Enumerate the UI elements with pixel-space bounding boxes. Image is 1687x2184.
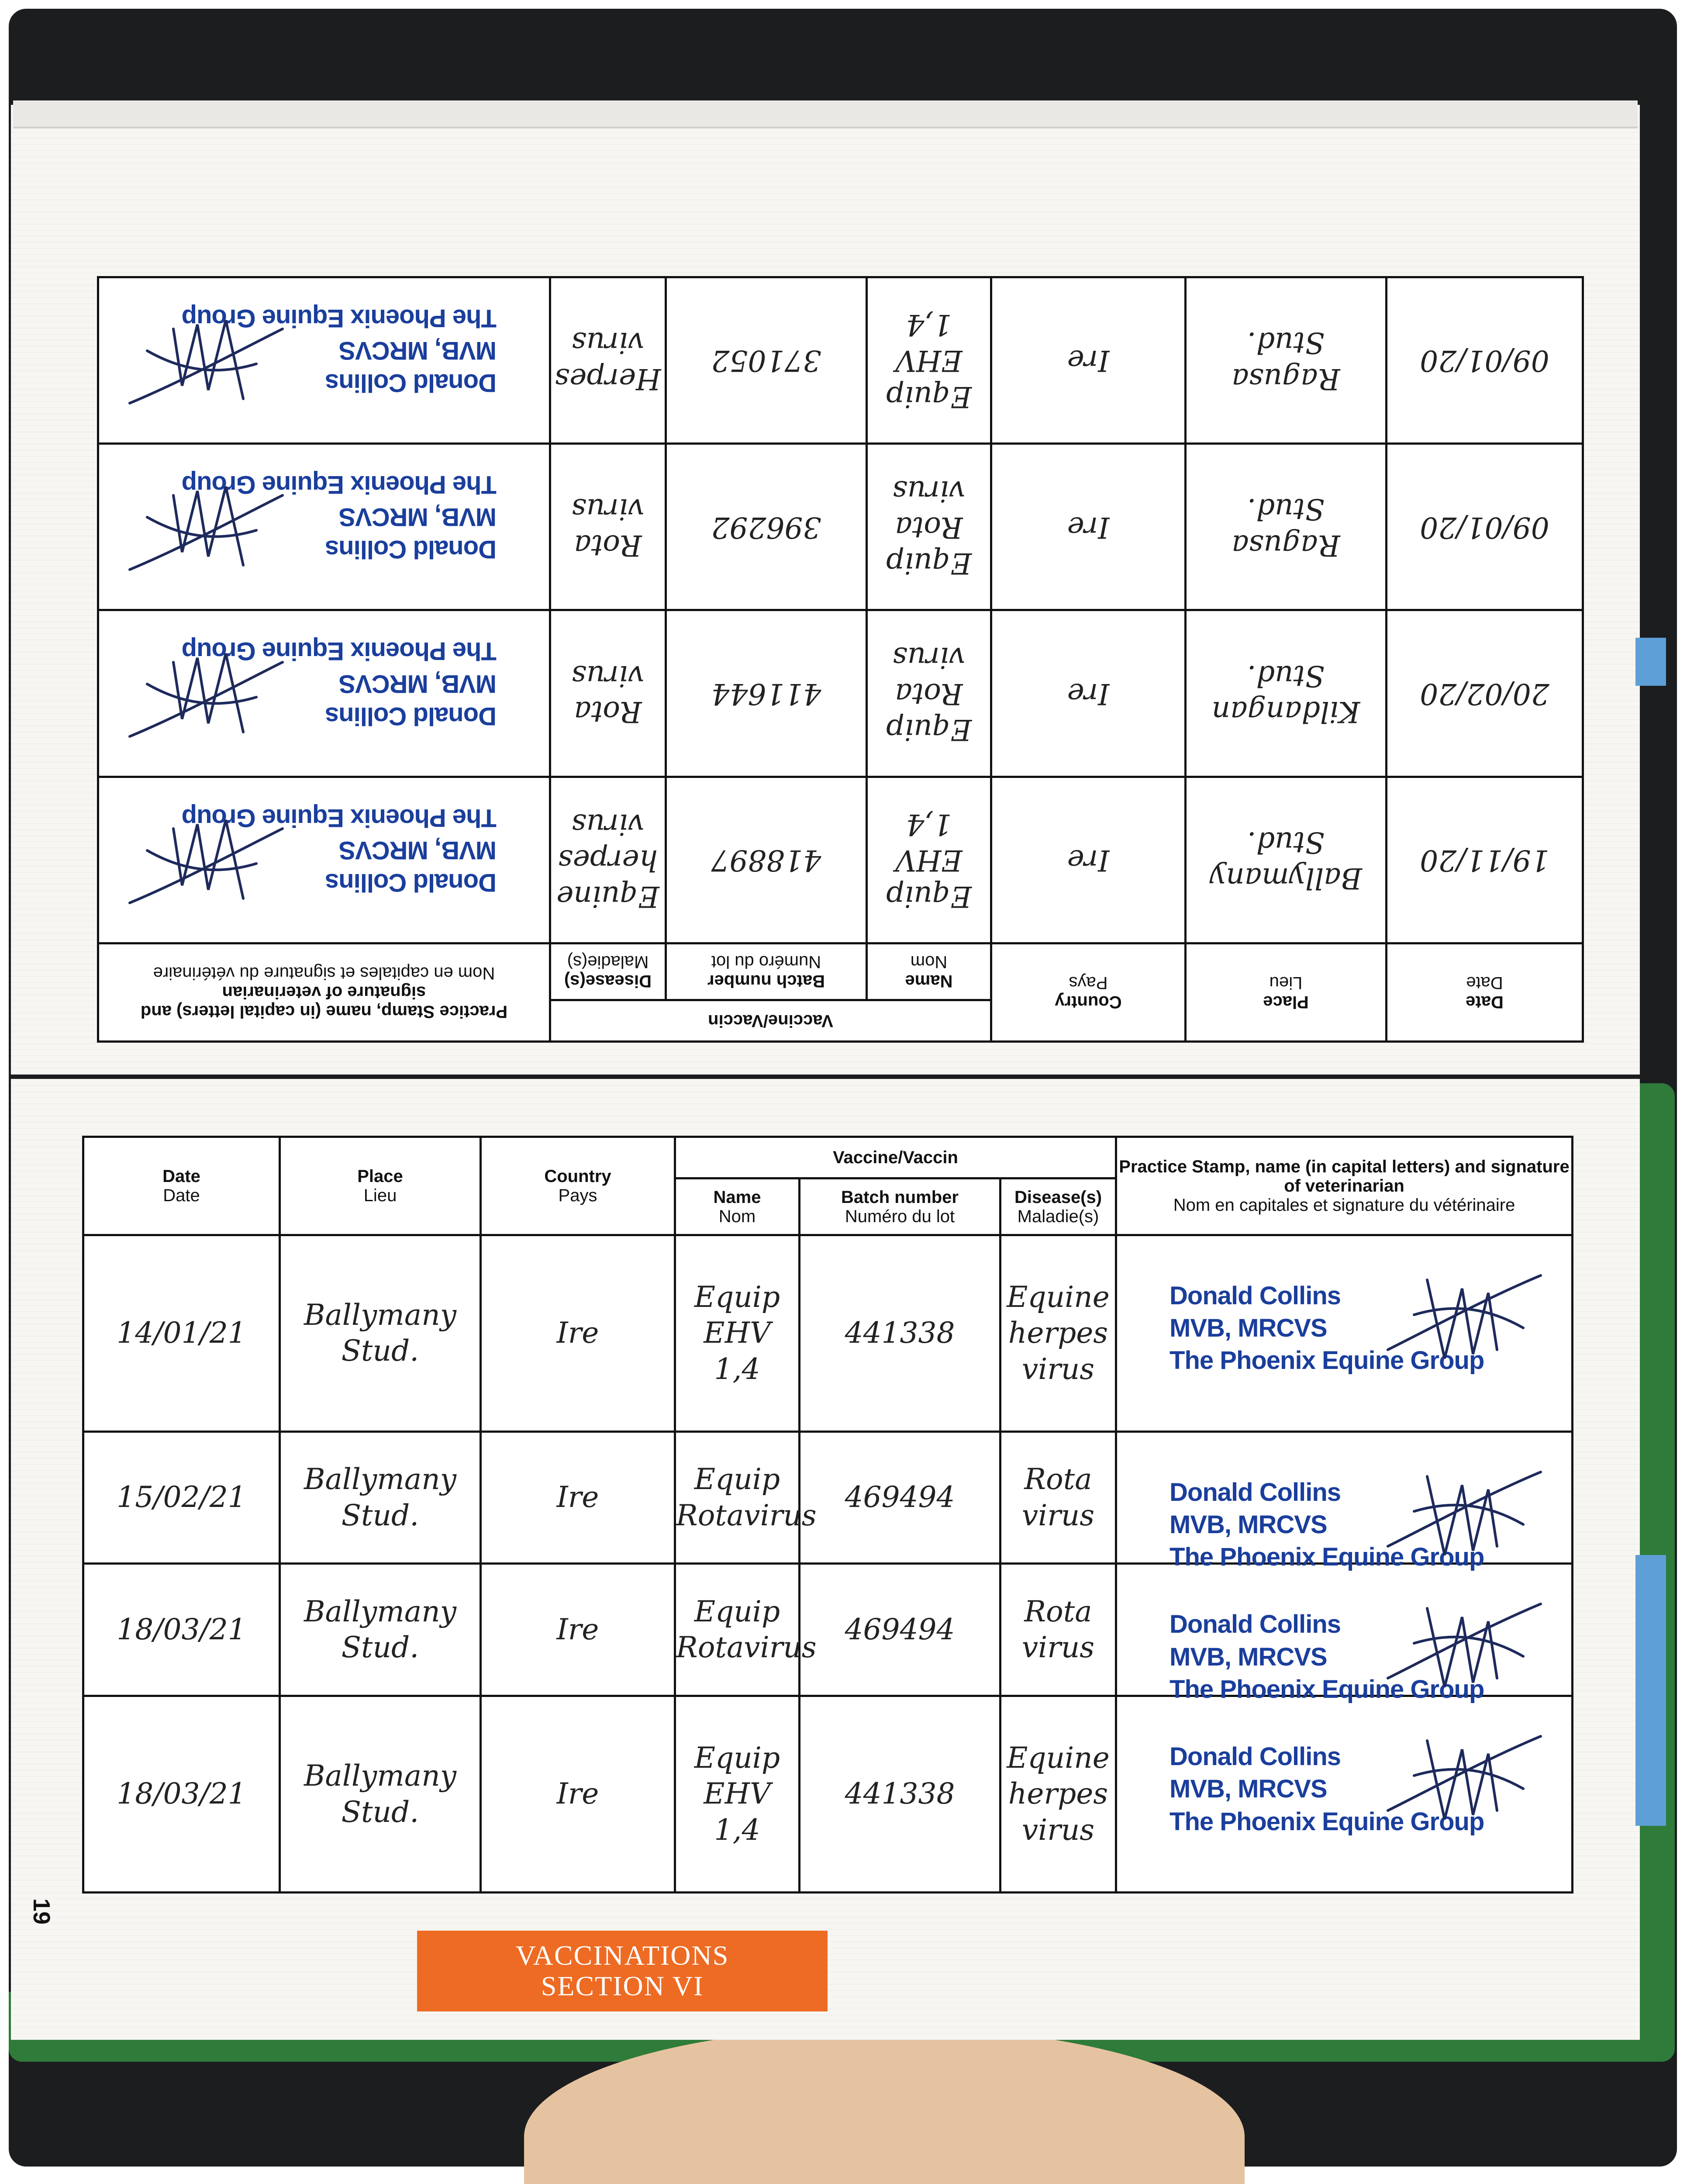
handwritten-date: 19/11/20: [1420, 843, 1549, 878]
header-name: Name Nom: [867, 943, 991, 1000]
cell-place: [280, 1564, 481, 1696]
cell-disease: [1000, 1431, 1116, 1564]
handwritten-country: Ire: [1067, 843, 1110, 878]
vet-qualifications: MVB, MRCVS: [339, 836, 497, 864]
handwritten-country: Ire: [1067, 677, 1110, 711]
cell-name: [867, 610, 991, 777]
header-country: Country Pays: [991, 943, 1186, 1042]
handwritten-name: Equip Rotavirus: [676, 1594, 817, 1665]
blue-page-tab: [1635, 1555, 1666, 1826]
cell-batch: [666, 777, 867, 943]
header-disease: Disease(s) Maladie(s): [1000, 1178, 1116, 1235]
blue-page-tab: [1635, 638, 1666, 686]
header-place: Place Lieu: [1186, 943, 1387, 1042]
handwritten-date: 09/01/20: [1420, 510, 1549, 544]
cell-stamp: [98, 610, 550, 777]
handwritten-disease: Rota virus: [1021, 1594, 1095, 1665]
cell-batch: [800, 1696, 1000, 1893]
handwritten-country: Ire: [556, 1777, 599, 1811]
header-country: Country Pays: [481, 1137, 675, 1235]
practice-name: The Phoenix Equine Group: [1170, 1346, 1484, 1375]
vaccination-table: [82, 1136, 1573, 1894]
vaccination-table-upside-down: [97, 276, 1584, 1043]
handwritten-disease: Equine herpes virus: [1007, 1741, 1110, 1847]
cell-country: [481, 1431, 675, 1564]
handwritten-name: Equip Rotavirus: [676, 1462, 817, 1532]
vet-name: Donald Collins: [325, 535, 497, 564]
practice-name: The Phoenix Equine Group: [1170, 1675, 1484, 1704]
table-row: [98, 777, 1583, 943]
handwritten-name: Equip Rota virus: [886, 641, 972, 747]
header-date: Date Date: [83, 1137, 280, 1235]
header-batch: Batch number Numéro du lot: [800, 1178, 1000, 1235]
section-subtitle: SECTION VI: [541, 1970, 704, 2002]
header-stamp: Practice Stamp, name (in capital letters) and signature of veterinarian Nom en capitales et signature du vétérinaire: [1116, 1137, 1573, 1235]
cell-country: [481, 1564, 675, 1696]
handwritten-date: 15/02/21: [117, 1480, 246, 1514]
handwritten-disease: Equine herpes virus: [556, 807, 659, 913]
cell-disease: [550, 277, 666, 444]
handwritten-name: Equip EHV 1,4: [694, 1741, 780, 1847]
cell-place: [1186, 777, 1387, 943]
handwritten-disease: Rota virus: [571, 659, 645, 729]
vet-signature: [125, 311, 291, 416]
handwritten-place: Ballymany Stud.: [304, 1298, 457, 1368]
handwritten-country: Ire: [556, 1480, 599, 1514]
handwritten-batch: 371052: [711, 344, 821, 378]
cell-disease: [1000, 1235, 1116, 1432]
handwritten-name: Equip EHV 1,4: [694, 1280, 780, 1386]
cell-stamp: [98, 444, 550, 610]
cell-country: [991, 277, 1186, 444]
cell-name: [867, 777, 991, 943]
vet-name: Donald Collins: [1170, 1742, 1341, 1771]
vet-qualifications: MVB, MRCVS: [339, 336, 497, 365]
handwritten-country: Ire: [1067, 344, 1110, 378]
vet-signature: [125, 645, 291, 750]
vet-signature: [1379, 1262, 1545, 1367]
cell-batch: [666, 444, 867, 610]
handwritten-date: 14/01/21: [117, 1316, 246, 1350]
header-date: Date Date: [1387, 943, 1583, 1042]
cell-stamp: [1116, 1235, 1573, 1432]
cell-batch: [666, 277, 867, 444]
header-disease: Disease(s) Maladie(s): [550, 943, 666, 1000]
vet-signature: [1379, 1591, 1545, 1696]
handwritten-date: 18/03/21: [117, 1613, 246, 1647]
vet-qualifications: MVB, MRCVS: [339, 503, 497, 532]
cell-stamp: [1116, 1564, 1573, 1704]
table-row: [83, 1235, 1573, 1432]
vet-qualifications: MVB, MRCVS: [1170, 1314, 1327, 1343]
handwritten-disease: Rota virus: [1021, 1462, 1095, 1532]
table-row: [98, 610, 1583, 777]
vet-signature: [1379, 1459, 1545, 1564]
handwritten-place: Ragusa Stud.: [1232, 492, 1340, 562]
practice-name: The Phoenix Equine Group: [182, 803, 497, 832]
cell-date: [83, 1235, 280, 1432]
cell-country: [991, 610, 1186, 777]
handwritten-place: Ballymany Stud.: [304, 1594, 457, 1665]
cell-stamp: [98, 777, 550, 943]
table-row: [83, 1431, 1573, 1564]
table-row: [98, 277, 1583, 444]
header-vaccine: Vaccine/Vaccin: [675, 1137, 1116, 1178]
cell-batch: [800, 1564, 1000, 1696]
handwritten-place: Ballymany Stud.: [304, 1462, 457, 1532]
table-row: [83, 1564, 1573, 1696]
cell-place: [1186, 610, 1387, 777]
vet-signature: [125, 811, 291, 916]
table-row: [83, 1696, 1573, 1893]
handwritten-name: Equip EHV 1,4: [886, 807, 972, 913]
handwritten-batch: 441338: [845, 1777, 955, 1811]
header-name: Name Nom: [675, 1178, 800, 1235]
handwritten-disease: Equine herpes virus: [1007, 1280, 1110, 1386]
handwritten-disease: Rota virus: [571, 492, 645, 562]
cell-country: [481, 1696, 675, 1893]
cell-date: [83, 1696, 280, 1893]
handwritten-place: Ballymany Stud.: [304, 1759, 457, 1829]
handwritten-place: Ballymany Stud.: [1209, 825, 1363, 895]
handwritten-batch: 469494: [845, 1613, 955, 1647]
cell-disease: [1000, 1564, 1116, 1696]
cell-stamp: [98, 277, 550, 444]
cell-country: [991, 444, 1186, 610]
cell-name: [675, 1431, 817, 1564]
cell-disease: [550, 610, 666, 777]
handwritten-date: 18/03/21: [117, 1777, 246, 1811]
handwritten-batch: 469494: [845, 1480, 955, 1514]
cell-batch: [800, 1235, 1000, 1432]
handwritten-country: Ire: [556, 1613, 599, 1647]
cell-date: [1387, 777, 1583, 943]
cell-date: [1387, 444, 1583, 610]
cell-place: [280, 1696, 481, 1893]
vet-signature: [1379, 1723, 1545, 1828]
handwritten-place: Kildangan Stud.: [1211, 659, 1360, 729]
handwritten-country: Ire: [556, 1316, 599, 1350]
cell-place: [1186, 277, 1387, 444]
page-number: 19: [28, 1898, 55, 1925]
cell-place: [1186, 444, 1387, 610]
section-tab: [417, 1931, 828, 2011]
header-stamp: Practice Stamp, name (in capital letters) and signature of veterinarian Nom en capitales et signature du vétérinaire: [98, 943, 550, 1042]
handwritten-batch: 418897: [711, 843, 821, 878]
vet-qualifications: MVB, MRCVS: [1170, 1642, 1327, 1671]
practice-name: The Phoenix Equine Group: [1170, 1807, 1484, 1836]
cell-stamp: [1116, 1431, 1573, 1572]
handwritten-batch: 396292: [711, 510, 821, 544]
header-vaccine: Vaccine/Vaccin: [550, 1000, 991, 1042]
cell-place: [280, 1431, 481, 1564]
handwritten-place: Ragusa Stud.: [1232, 326, 1340, 396]
handwritten-batch: 441338: [845, 1316, 955, 1350]
header-place: Place Lieu: [280, 1137, 481, 1235]
handwritten-name: Equip EHV 1,4: [886, 308, 972, 414]
vet-qualifications: MVB, MRCVS: [1170, 1775, 1327, 1804]
cell-disease: [550, 777, 666, 943]
vet-qualifications: MVB, MRCVS: [339, 669, 497, 698]
cell-disease: [550, 444, 666, 610]
vet-name: Donald Collins: [1170, 1282, 1341, 1310]
cell-country: [481, 1235, 675, 1432]
section-title: VACCINATIONS: [515, 1940, 729, 1971]
handwritten-batch: 411644: [711, 677, 821, 711]
vet-name: Donald Collins: [325, 369, 497, 397]
handwritten-name: Equip Rota virus: [886, 474, 972, 581]
handwritten-disease: Herpes virus: [555, 326, 661, 396]
cell-name: [675, 1235, 800, 1432]
vet-name: Donald Collins: [325, 868, 497, 897]
cell-date: [83, 1431, 280, 1564]
handwritten-date: 09/01/20: [1420, 344, 1549, 378]
page-stack-edge: [13, 100, 1638, 128]
vet-name: Donald Collins: [325, 702, 497, 730]
cell-name: [867, 444, 991, 610]
cell-batch: [800, 1431, 1000, 1564]
cell-stamp: [1116, 1696, 1573, 1893]
practice-name: The Phoenix Equine Group: [182, 470, 497, 499]
practice-name: The Phoenix Equine Group: [182, 304, 497, 332]
header-batch: Batch number Numéro du lot: [666, 943, 867, 1000]
cell-disease: [1000, 1696, 1116, 1893]
vet-name: Donald Collins: [1170, 1610, 1341, 1639]
vet-name: Donald Collins: [1170, 1478, 1341, 1507]
cell-date: [83, 1564, 280, 1696]
table-row: [98, 444, 1583, 610]
cell-country: [991, 777, 1186, 943]
cell-name: [675, 1696, 800, 1893]
handwritten-country: Ire: [1067, 510, 1110, 544]
cell-date: [1387, 277, 1583, 444]
cell-name: [675, 1564, 817, 1696]
cell-batch: [666, 610, 867, 777]
vet-signature: [125, 478, 291, 583]
cell-date: [1387, 610, 1583, 777]
handwritten-date: 20/02/20: [1420, 677, 1549, 711]
practice-name: The Phoenix Equine Group: [1170, 1543, 1484, 1572]
cell-place: [280, 1235, 481, 1432]
vet-qualifications: MVB, MRCVS: [1170, 1510, 1327, 1539]
cell-name: [867, 277, 991, 444]
practice-name: The Phoenix Equine Group: [182, 637, 497, 666]
